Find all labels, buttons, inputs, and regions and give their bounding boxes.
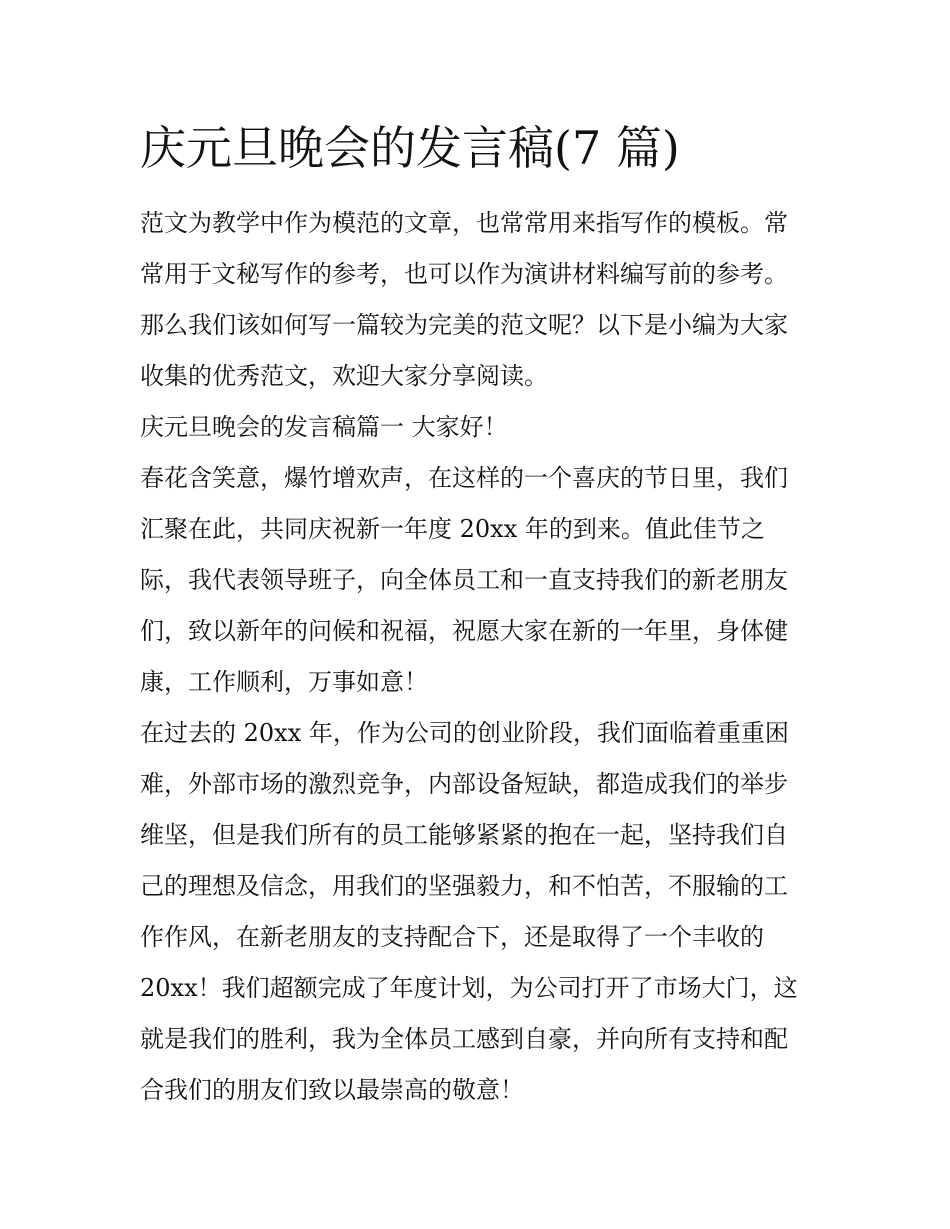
text-line: 春花含笑意，爆竹增欢声，在这样的一个喜庆的节日里，我们 <box>140 464 788 492</box>
text-line: 范文为教学中作为模范的文章，也常常用来指写作的模板。常 <box>140 209 788 237</box>
text-line: 20xx！我们超额完成了年度计划，为公司打开了市场大门，这 <box>140 974 798 1002</box>
text-line: 际，我代表领导班子，向全体员工和一直支持我们的新老朋友 <box>140 566 788 594</box>
text-line: 难，外部市场的激烈竞争，内部设备短缺，都造成我们的举步 <box>140 770 788 798</box>
text-line: 汇聚在此，共同庆祝新一年度 20xx 年的到来。值此佳节之 <box>140 515 765 543</box>
text-line: 在过去的 20xx 年，作为公司的创业阶段，我们面临着重重困 <box>140 719 789 747</box>
text-line: 己的理想及信念，用我们的坚强毅力，和不怕苦，不服输的工 <box>140 872 788 900</box>
text-line: 常用于文秘写作的参考，也可以作为演讲材料编写前的参考。 <box>140 260 788 288</box>
text-line: 作作风，在新老朋友的支持配合下，还是取得了一个丰收的 <box>140 923 764 951</box>
text-line: 就是我们的胜利，我为全体员工感到自豪，并向所有支持和配 <box>140 1025 788 1053</box>
text-line: 那么我们该如何写一篇较为完美的范文呢？以下是小编为大家 <box>140 311 788 339</box>
text-line: 收集的优秀范文，欢迎大家分享阅读。 <box>140 362 548 390</box>
text-line: 们，致以新年的问候和祝福，祝愿大家在新的一年里，身体健 <box>140 617 788 645</box>
text-line: 维坚，但是我们所有的员工能够紧紧的抱在一起，坚持我们自 <box>140 821 788 849</box>
text-line: 康，工作顺利，万事如意！ <box>140 668 428 696</box>
document-title: 庆元旦晚会的发言稿(7 篇) <box>140 121 680 175</box>
section-heading-line: 庆元旦晚会的发言稿篇一 大家好！ <box>140 413 508 441</box>
text-line: 合我们的朋友们致以最崇高的敬意！ <box>140 1076 524 1104</box>
document-body <box>140 198 820 1116</box>
